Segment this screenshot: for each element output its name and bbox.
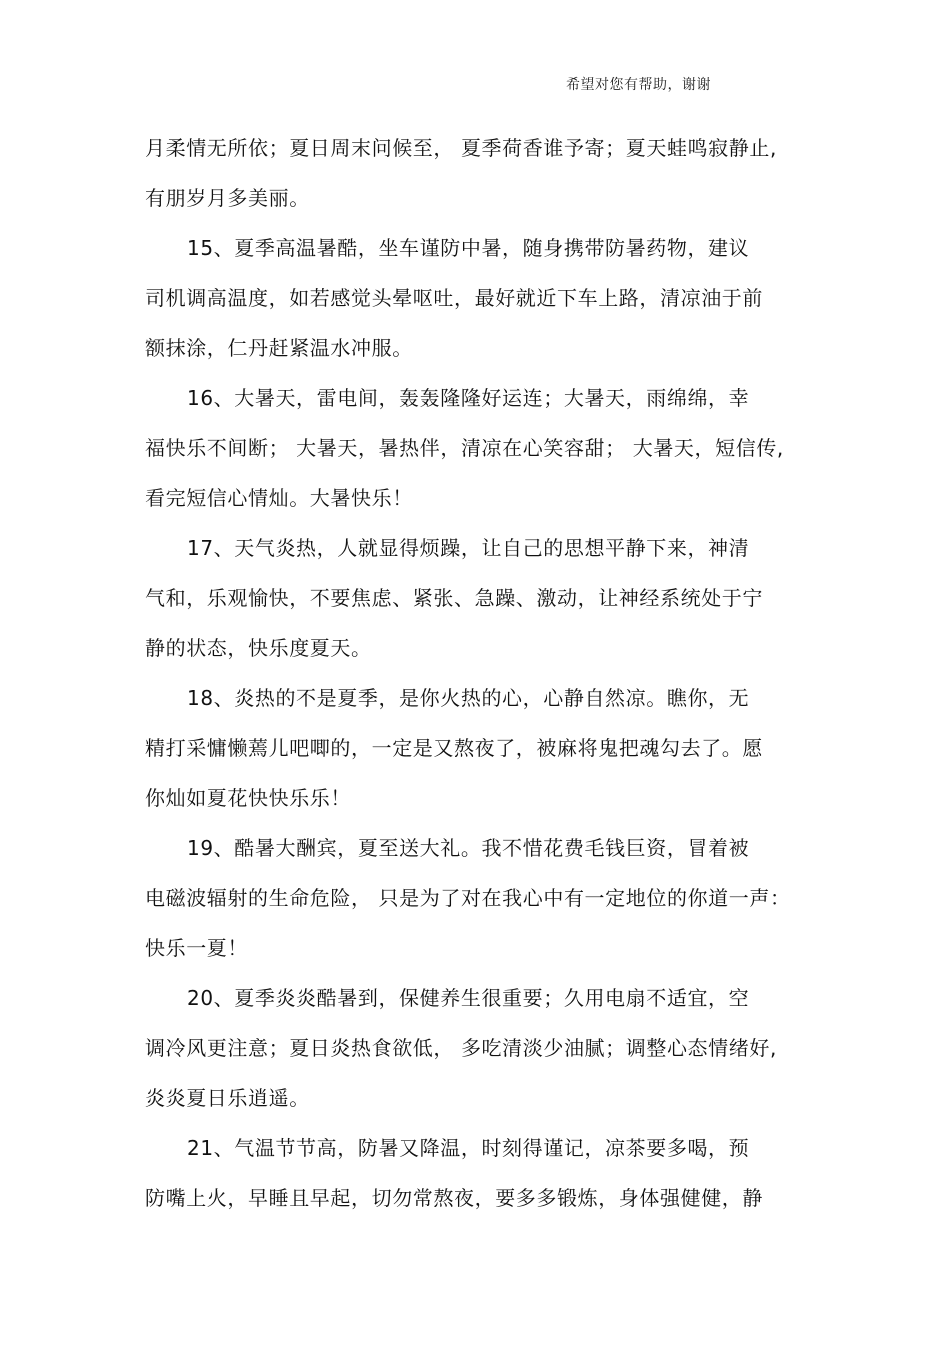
paragraph-start-line: 19、酷暑大酬宾，夏至送大礼。我不惜花费毛钱巨资，冒着被	[187, 836, 750, 860]
text-line: 你灿如夏花快快乐乐！	[145, 786, 351, 810]
text-line: 精打采慵懒蔫儿吧唧的，一定是又熬夜了，被麻将鬼把魂勾去了。愿	[145, 736, 763, 760]
text-line: 调冷风更注意；夏日炎热食欲低， 多吃清淡少油腻；调整心态情绪好,	[145, 1036, 777, 1060]
paragraph-start-line: 20、夏季炎炎酷暑到，保健养生很重要；久用电扇不适宜，空	[187, 986, 750, 1010]
text-line: 月柔情无所依；夏日周末问候至， 夏季荷香谁予寄；夏天蛙鸣寂静止,	[145, 136, 777, 160]
paragraph-start-line: 21、气温节节高，防暑又降温，时刻得谨记，凉茶要多喝，预	[187, 1136, 750, 1160]
text-line: 静的状态，快乐度夏天。	[145, 636, 372, 660]
paragraph-start-line: 18、炎热的不是夏季，是你火热的心，心静自然凉。瞧你，无	[187, 686, 750, 710]
paragraph-start-line: 16、大暑天，雷电间，轰轰隆隆好运连；大暑天，雨绵绵，幸	[187, 386, 750, 410]
text-line: 额抹涂，仁丹赶紧温水冲服。	[145, 336, 413, 360]
text-line: 快乐一夏！	[145, 936, 248, 960]
text-line: 气和，乐观愉快，不要焦虑、紧张、急躁、激动，让神经系统处于宁	[145, 586, 763, 610]
text-line: 福快乐不间断； 大暑天，暑热伴，清凉在心笑容甜； 大暑天，短信传,	[145, 436, 784, 460]
paragraph-start-line: 15、夏季高温暑酷，坐车谨防中暑，随身携带防暑药物，建议	[187, 236, 750, 260]
text-line: 看完短信心情灿。大暑快乐！	[145, 486, 413, 510]
text-line: 电磁波辐射的生命危险， 只是为了对在我心中有一定地位的你道一声：	[145, 886, 791, 910]
text-line: 有朋岁月多美丽。	[145, 186, 310, 210]
text-line: 司机调高温度，如若感觉头晕呕吐，最好就近下车上路，清凉油于前	[145, 286, 763, 310]
document-body	[145, 123, 805, 1223]
text-line: 防嘴上火，早睡且早起，切勿常熬夜，要多多锻炼，身体强健健，静	[145, 1186, 763, 1210]
paragraph-start-line: 17、天气炎热，人就显得烦躁，让自己的思想平静下来，神清	[187, 536, 750, 560]
page-header: 希望对您有帮助，谢谢	[566, 77, 711, 93]
text-line: 炎炎夏日乐逍遥。	[145, 1086, 310, 1110]
